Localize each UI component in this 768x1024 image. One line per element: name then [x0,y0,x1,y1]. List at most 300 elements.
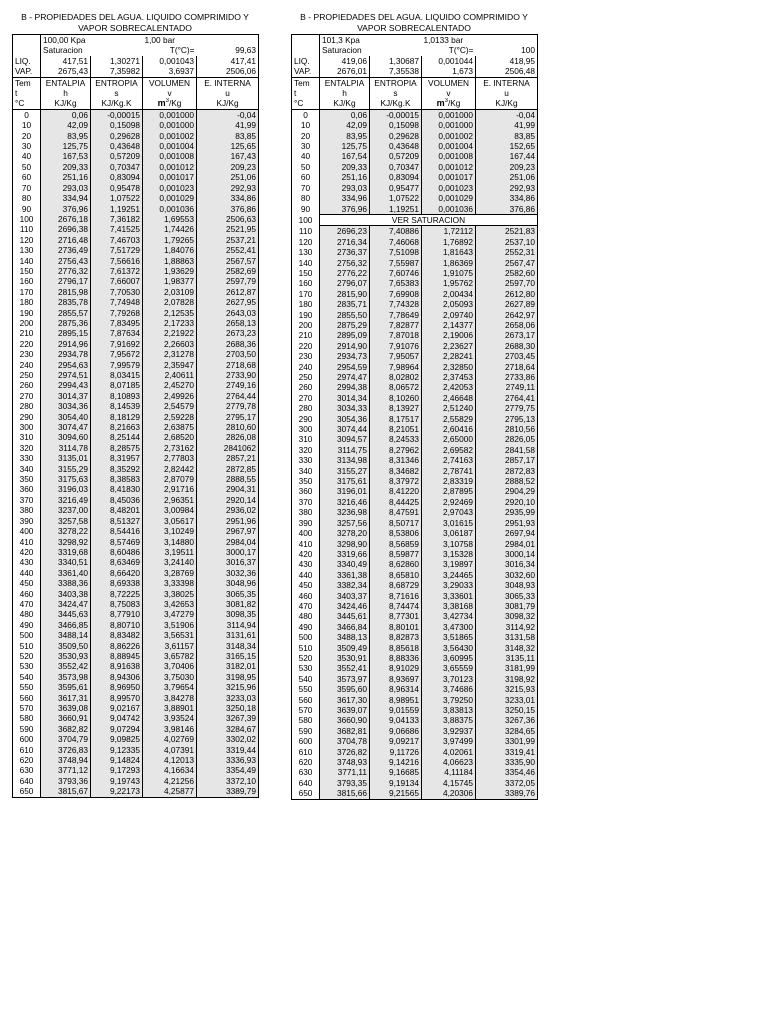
liq-cell: 417,51 [41,56,91,66]
temperature-cell: 530 [13,661,41,671]
value-cell: 2676,18 [41,214,91,224]
value-cell: 2895,09 [320,330,370,340]
temperature-cell: 210 [292,330,320,340]
value-cell: 1,98377 [143,276,197,286]
temperature-cell: 460 [13,589,41,599]
value-cell: 3257,58 [41,516,91,526]
value-cell: 1,76892 [422,237,476,247]
value-cell: 3793,36 [41,776,91,786]
temperature-cell: 440 [13,568,41,578]
table-row [13,474,259,484]
value-cell: 2673,17 [476,330,538,340]
value-cell: 3,74686 [422,684,476,694]
saturation-note-row [292,214,538,225]
value-cell: 7,51098 [370,247,422,257]
value-cell: 3552,42 [41,661,91,671]
value-cell: 3,42734 [422,611,476,621]
value-cell: 125,65 [197,141,259,151]
value-cell: 4,02061 [422,747,476,757]
value-cell: 3135,11 [476,653,538,663]
value-cell: 3,33601 [422,591,476,601]
value-cell: 167,53 [41,151,91,161]
column-header-row [292,98,538,109]
table-row [292,258,538,268]
value-cell: 2904,31 [197,484,259,494]
value-cell: 3114,78 [41,443,91,453]
value-cell: 0,001004 [143,141,197,151]
value-cell: 9,19743 [91,776,143,786]
value-cell: 3573,98 [41,672,91,682]
temperature-cell: 270 [292,393,320,403]
value-cell: 3016,34 [476,559,538,569]
tsat-label: T(°C)= [448,45,474,56]
value-cell: 2936,02 [197,505,259,515]
value-cell: 0,06 [41,109,91,120]
table-row [13,578,259,588]
table-row [292,330,538,340]
table-row [292,162,538,172]
temperature-cell: 270 [13,391,41,401]
value-cell: 8,71616 [370,591,422,601]
value-cell: 2,69582 [422,445,476,455]
value-cell: 2,87079 [143,474,197,484]
value-cell: 3,70406 [143,661,197,671]
value-cell: 2,49926 [143,391,197,401]
value-cell: 2749,16 [197,380,259,390]
liq-row [13,56,259,66]
value-cell: -0,00015 [91,109,143,120]
properties-table [291,34,538,800]
value-cell: 8,28575 [91,443,143,453]
vap-cell: 7,35982 [91,66,143,77]
value-cell: 2815,98 [41,287,91,297]
value-cell: 2,46648 [422,393,476,403]
value-cell: 3216,49 [41,495,91,505]
value-cell: 8,53806 [370,528,422,538]
table-row [13,131,259,141]
value-cell: 2597,79 [197,276,259,286]
value-cell: 3048,93 [476,580,538,590]
value-cell: 3466,85 [41,620,91,630]
liq-cell: 0,001043 [143,56,197,66]
value-cell: 2826,08 [197,432,259,442]
value-cell: 376,86 [197,204,259,214]
value-cell: 0,001012 [143,162,197,172]
value-cell: 2,68520 [143,432,197,442]
table-row [13,776,259,786]
temperature-cell: 10 [13,120,41,130]
value-cell: 8,59877 [370,549,422,559]
value-cell: 2934,78 [41,349,91,359]
value-cell: 3,92937 [422,726,476,736]
value-cell: 2537,21 [197,235,259,245]
value-cell: 3,19897 [422,559,476,569]
temperature-cell: 140 [292,258,320,268]
value-cell: 3094,57 [320,434,370,444]
table-row [292,434,538,444]
value-cell: 1,93629 [143,266,197,276]
table-row [13,162,259,172]
value-cell: 9,14216 [370,757,422,767]
column-header: t [292,88,320,98]
vap-cell: 2676,01 [320,66,370,77]
value-cell: 3,84278 [143,693,197,703]
value-cell: 2796,17 [41,276,91,286]
value-cell: 8,69338 [91,578,143,588]
value-cell: 2627,89 [476,299,538,309]
properties-table [12,34,259,798]
value-cell: 2841062 [197,443,259,453]
value-cell: 3748,94 [41,755,91,765]
table-row [292,767,538,777]
value-cell: 3,51865 [422,632,476,642]
value-cell: 3,98146 [143,724,197,734]
value-cell: 0,001002 [143,131,197,141]
value-cell: 167,44 [476,151,538,161]
value-cell: 3372,05 [476,778,538,788]
temperature-cell: 430 [13,557,41,567]
value-cell: 9,06686 [370,726,422,736]
value-cell: 209,33 [41,162,91,172]
value-cell: 8,94306 [91,672,143,682]
value-cell: 293,03 [41,183,91,193]
value-cell: 7,74328 [370,299,422,309]
value-cell: 2796,07 [320,278,370,288]
value-cell: 2696,38 [41,224,91,234]
value-cell: 1,88863 [143,256,197,266]
value-cell: 2612,87 [197,287,259,297]
value-cell: 2776,32 [41,266,91,276]
value-cell: 3,15328 [422,549,476,559]
temperature-cell: 550 [292,684,320,694]
table-row [13,464,259,474]
vap-cell: VAP. [13,66,41,77]
table-row [13,328,259,338]
value-cell: 3354,46 [476,767,538,777]
value-cell: 2718,64 [476,362,538,372]
value-cell: 1,91075 [422,268,476,278]
value-cell: 0,001000 [143,120,197,130]
value-cell: 8,93697 [370,674,422,684]
value-cell: 7,60746 [370,268,422,278]
value-cell: 3298,90 [320,539,370,549]
value-cell: 8,37972 [370,476,422,486]
table-row [292,131,538,141]
value-cell: 3,56531 [143,630,197,640]
value-cell: 4,16634 [143,765,197,775]
value-cell: 3617,30 [320,695,370,705]
temperature-cell: 570 [13,703,41,713]
value-cell: 1,07522 [91,193,143,203]
value-cell: 3403,38 [41,589,91,599]
title-line-2: VAPOR SOBRECALENTADO [357,23,471,33]
column-header: u [476,88,538,98]
value-cell: 3530,93 [41,651,91,661]
value-cell: 7,82877 [370,320,422,330]
blank-cell [13,35,41,46]
value-cell: 3284,65 [476,726,538,736]
liq-cell: 1,30687 [370,56,422,66]
blank-cell [292,45,320,55]
table-row [292,507,538,517]
value-cell: 2642,97 [476,310,538,320]
temperature-cell: 490 [13,620,41,630]
temperature-cell: 150 [13,266,41,276]
value-cell: 0,57209 [91,151,143,161]
value-cell: 8,02802 [370,372,422,382]
value-cell: 7,91076 [370,341,422,351]
temperature-cell: 360 [292,486,320,496]
value-cell: 3509,50 [41,641,91,651]
temperature-cell: 370 [292,497,320,507]
table-row [13,141,259,151]
value-cell: 3815,66 [320,788,370,799]
temperature-cell: 70 [292,183,320,193]
value-cell: 3000,14 [476,549,538,559]
value-cell: 0,29628 [370,131,422,141]
value-cell: 9,12335 [91,745,143,755]
value-cell: 3372,10 [197,776,259,786]
temperature-cell: 70 [13,183,41,193]
table-row [13,526,259,536]
table-row [292,778,538,788]
value-cell: 1,74426 [143,224,197,234]
table-row [13,724,259,734]
value-cell: 2582,69 [197,266,259,276]
temperature-cell: 330 [13,453,41,463]
temperature-cell: 630 [292,767,320,777]
volume-unit-m: m [436,98,445,109]
table-row [13,609,259,619]
table-row [13,172,259,182]
value-cell: 3319,66 [320,549,370,559]
value-cell: 3,29033 [422,580,476,590]
temperature-cell: 570 [292,705,320,715]
table-row [292,247,538,257]
value-cell: 2872,83 [476,466,538,476]
value-cell: 8,60486 [91,547,143,557]
value-cell: 3488,13 [320,632,370,642]
value-cell: 8,35292 [91,464,143,474]
value-cell: 2,00434 [422,289,476,299]
column-header: KJ/Kg.K [91,98,143,109]
column-header-row [13,88,259,98]
value-cell: 2934,73 [320,351,370,361]
value-cell: 167,43 [197,151,259,161]
value-cell: 8,75083 [91,599,143,609]
value-cell: 8,77910 [91,609,143,619]
value-cell: 8,96950 [91,682,143,692]
value-cell: 3114,92 [476,622,538,632]
value-cell: 3,01615 [422,518,476,528]
table-row [292,549,538,559]
temperature-cell: 600 [292,736,320,746]
value-cell: 0,15098 [370,120,422,130]
value-cell: 3054,40 [41,412,91,422]
value-cell: 3298,92 [41,537,91,547]
value-cell: 2658,13 [197,318,259,328]
table-row [13,537,259,547]
column-header-row [13,98,259,109]
value-cell: 3165,15 [197,651,259,661]
table-row [13,109,259,120]
value-cell: 2,45270 [143,380,197,390]
value-cell: 3250,15 [476,705,538,715]
value-cell: 3175,63 [41,474,91,484]
temperature-cell: 220 [292,341,320,351]
value-cell: 3098,32 [476,611,538,621]
temperature-cell: 590 [292,726,320,736]
value-cell: 2,37453 [422,372,476,382]
value-cell: 3382,34 [320,580,370,590]
value-cell: 8,82873 [370,632,422,642]
value-cell: 3771,12 [41,765,91,775]
value-cell: 3639,07 [320,705,370,715]
temperature-cell: 140 [13,256,41,266]
value-cell: 3,19511 [143,547,197,557]
table-row [13,630,259,640]
value-cell: 2733,86 [476,372,538,382]
value-cell: 2627,95 [197,297,259,307]
temperature-cell: 280 [13,401,41,411]
value-cell: 3131,58 [476,632,538,642]
value-cell: 3354,49 [197,765,259,775]
value-cell: 7,99579 [91,360,143,370]
value-cell: 3726,83 [41,745,91,755]
table-row [292,455,538,465]
value-cell: 9,17293 [91,765,143,775]
value-cell: 3,24140 [143,557,197,567]
table-row [13,318,259,328]
table-title [12,12,258,34]
column-header: KJ/Kg [320,98,370,109]
value-cell: 376,86 [476,204,538,215]
column-header: s [91,88,143,98]
temperature-cell: 90 [13,204,41,214]
value-cell: 2718,68 [197,360,259,370]
temperature-cell: 490 [292,622,320,632]
value-cell: 0,06 [320,109,370,120]
value-cell: 2904,29 [476,486,538,496]
value-cell: 8,80710 [91,620,143,630]
value-cell: 3034,36 [41,401,91,411]
value-cell: 251,06 [197,172,259,182]
value-cell: 334,96 [320,193,370,203]
table-row [292,278,538,288]
tsat-value: 99,63 [197,45,259,55]
value-cell: 3361,38 [320,570,370,580]
value-cell: 2967,97 [197,526,259,536]
value-cell: 2,92469 [422,497,476,507]
temperature-cell: 500 [13,630,41,640]
value-cell: 2810,60 [197,422,259,432]
value-cell: 3,51906 [143,620,197,630]
value-cell: 7,79268 [91,308,143,318]
value-cell: 3,33398 [143,578,197,588]
value-cell: 2,32850 [422,362,476,372]
table-row [292,497,538,507]
value-cell: 376,96 [41,204,91,214]
temperature-cell: 100 [292,214,320,225]
temperature-cell: 170 [292,289,320,299]
value-cell: 3054,36 [320,414,370,424]
vap-cell: 7,35538 [370,66,422,77]
temperature-cell: 330 [292,455,320,465]
value-cell: 8,72225 [91,589,143,599]
table-row [13,620,259,630]
value-cell: 3573,97 [320,674,370,684]
value-cell: 3466,84 [320,622,370,632]
value-cell: 3155,27 [320,466,370,476]
value-cell: 8,38583 [91,474,143,484]
value-cell: 3,65782 [143,651,197,661]
value-cell: 2779,75 [476,403,538,413]
value-cell: 2,73162 [143,443,197,453]
value-cell: 209,23 [476,162,538,172]
liq-cell: 1,30271 [91,56,143,66]
table-row [13,360,259,370]
value-cell: 2895,15 [41,328,91,338]
temperature-cell: 510 [292,643,320,653]
temperature-cell: 20 [292,131,320,141]
value-cell: 7,91692 [91,339,143,349]
value-cell: 8,96314 [370,684,422,694]
temperature-cell: 290 [13,412,41,422]
value-cell: 2888,52 [476,476,538,486]
temperature-cell: 600 [13,734,41,744]
value-cell: 1,86369 [422,258,476,268]
value-cell: 0,001000 [422,109,476,120]
value-cell: 3148,34 [197,641,259,651]
liq-cell: LIQ. [13,56,41,66]
value-cell: 2872,85 [197,464,259,474]
table-row [13,641,259,651]
liq-cell: 419,06 [320,56,370,66]
value-cell: 2994,38 [320,382,370,392]
value-cell: 3267,36 [476,715,538,725]
value-cell: 3319,44 [197,745,259,755]
value-cell: 9,04133 [370,715,422,725]
column-header: ENTROPIA [91,77,143,88]
temperature-cell: 30 [292,141,320,151]
table-row [13,391,259,401]
value-cell: 1,07522 [370,193,422,203]
temperature-cell: 50 [292,162,320,172]
column-header: Tem [292,77,320,88]
value-cell: 9,14824 [91,755,143,765]
temperature-cell: 20 [13,131,41,141]
temperature-cell: 300 [292,424,320,434]
value-cell: 2,40611 [143,370,197,380]
value-cell: 3389,76 [476,788,538,799]
value-cell: 3198,95 [197,672,259,682]
value-cell: 7,74948 [91,297,143,307]
vap-cell: VAP. [292,66,320,77]
value-cell: 8,88945 [91,651,143,661]
value-cell: 8,91029 [370,663,422,673]
table-row [13,703,259,713]
temperature-cell: 470 [13,599,41,609]
value-cell: 0,001029 [422,193,476,203]
value-cell: 2552,41 [197,245,259,255]
value-cell: 3301,99 [476,736,538,746]
temperature-cell: 50 [13,162,41,172]
value-cell: 8,17517 [370,414,422,424]
value-cell: 8,86226 [91,641,143,651]
saturation-row [292,45,538,55]
table-row [292,705,538,715]
value-cell: 3552,41 [320,663,370,673]
